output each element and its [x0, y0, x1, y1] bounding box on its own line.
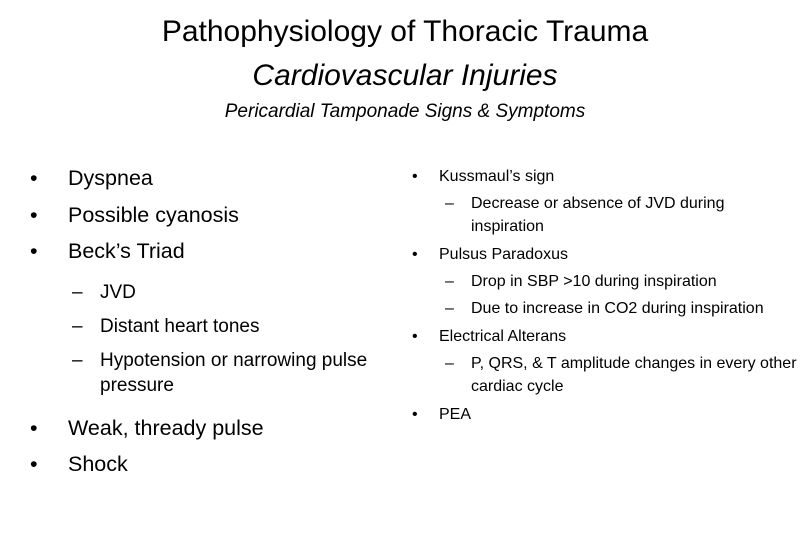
- list-item: [30, 410, 380, 447]
- list-item: [412, 166, 797, 188]
- list-group: [412, 244, 797, 320]
- left-bullet-list: [30, 160, 380, 270]
- sub-list-item: [445, 192, 797, 238]
- list-item: [412, 326, 797, 348]
- slide-title: Pathophysiology of Thoracic Trauma: [161, 15, 649, 48]
- list-item-text: Dyspnea: [68, 166, 153, 190]
- left-bullet-list-cont: [30, 410, 380, 483]
- right-bullet-list: [412, 166, 797, 426]
- bullet-icon: •: [412, 406, 418, 423]
- sub-list-item-text: Distant heart tones: [100, 315, 260, 337]
- dash-icon: –: [445, 355, 454, 372]
- list-item: [30, 233, 380, 270]
- list-group: [412, 166, 797, 238]
- right-column: [412, 160, 797, 426]
- sub-list-item: [72, 314, 380, 339]
- list-item: [30, 446, 380, 483]
- sub-list-item-text: JVD: [100, 281, 136, 303]
- bullet-icon: •: [30, 202, 38, 227]
- list-item-text: Weak, thready pulse: [68, 415, 264, 440]
- sub-list-item: [445, 352, 797, 398]
- sub-list-item-text: Due to increase in CO2 during inspiration: [471, 300, 764, 317]
- list-item: [30, 197, 380, 234]
- sub-list-item-text: Hypotension or narrowing pulse pressure: [100, 349, 368, 396]
- dash-icon: –: [72, 281, 83, 303]
- bullet-icon: •: [30, 415, 38, 440]
- sub-list: [445, 192, 797, 238]
- slide-subtitle: Cardiovascular Injuries: [252, 59, 558, 92]
- sub-list-item: [445, 270, 797, 293]
- list-item-text: Electrical Alterans: [439, 328, 567, 345]
- sub-list-item-text: P, QRS, & T amplitude changes in every other cardiac cycle: [471, 355, 797, 395]
- list-item: [30, 160, 380, 197]
- bullet-icon: •: [30, 239, 38, 263]
- dash-icon: –: [445, 300, 454, 317]
- list-item: [412, 404, 797, 426]
- bullet-icon: •: [412, 168, 418, 185]
- bullet-icon: •: [412, 246, 418, 263]
- dash-icon: –: [445, 195, 454, 212]
- bullet-icon: •: [30, 166, 38, 190]
- list-item-text: PEA: [439, 406, 472, 423]
- list-item-text: Beck’s Triad: [68, 239, 185, 263]
- sub-list: [445, 270, 797, 320]
- list-group: [412, 326, 797, 398]
- left-sub-list: [72, 280, 380, 398]
- left-column: [30, 160, 380, 483]
- list-item: [412, 244, 797, 266]
- dash-icon: –: [445, 273, 454, 290]
- bullet-icon: •: [30, 452, 38, 476]
- sub-list-item: [72, 280, 380, 305]
- dash-icon: –: [72, 315, 83, 337]
- slide-title-block: [0, 10, 810, 98]
- list-item-text: Shock: [68, 452, 128, 476]
- list-group: [412, 404, 797, 426]
- bullet-icon: •: [412, 328, 418, 345]
- sub-list-item-text: Decrease or absence of JVD during inspiration: [471, 195, 725, 235]
- list-item-text: Kussmaul’s sign: [439, 168, 555, 185]
- sub-list-item: [72, 348, 380, 398]
- slide-heading: Pericardial Tamponade Signs & Symptoms: [224, 101, 586, 122]
- list-item-text: Pulsus Paradoxus: [439, 246, 568, 263]
- list-item-text: Possible cyanosis: [68, 202, 239, 227]
- sub-list-item-text: Drop in SBP >10 during inspiration: [471, 273, 717, 290]
- sub-list: [445, 352, 797, 398]
- sub-list-item: [445, 297, 797, 320]
- dash-icon: –: [72, 349, 83, 371]
